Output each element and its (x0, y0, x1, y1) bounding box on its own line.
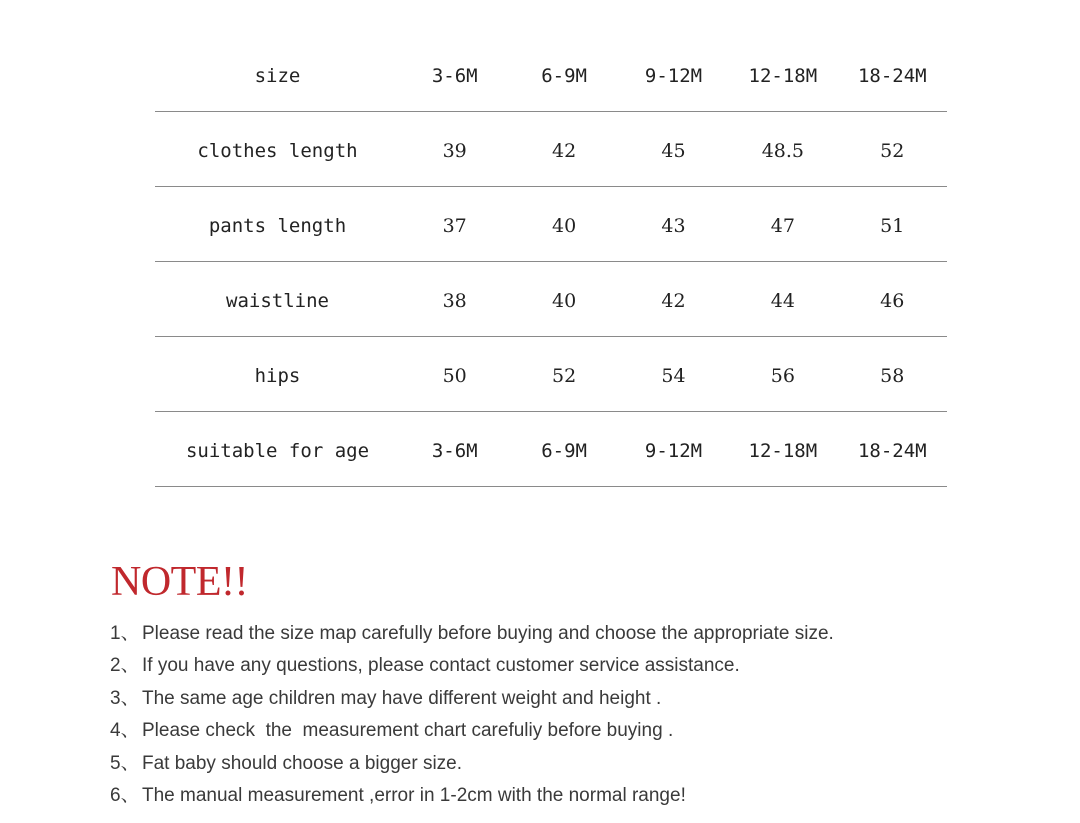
header-size-1: 3-6M (431, 64, 478, 87)
table-cell: 40 (551, 289, 577, 312)
note-text: If you have any questions, please contact customer service assistance. (142, 655, 740, 677)
note-item (110, 651, 834, 683)
note-number: 4、 (110, 720, 140, 742)
note-item (110, 781, 834, 813)
note-number: 3、 (110, 687, 140, 709)
table-cell: 45 (661, 139, 686, 162)
table-cell: 9-12M (644, 439, 703, 462)
table-cell: 48.5 (761, 139, 805, 162)
table-row-suitable-for-age (155, 415, 947, 487)
table-row-pants-length (155, 190, 947, 262)
table-row-waistline (155, 265, 947, 337)
table-cell: 50 (442, 364, 467, 387)
table-cell: 40 (551, 214, 577, 237)
note-list (110, 619, 834, 813)
table-cell: 3-6M (431, 439, 478, 462)
header-label: size (254, 64, 301, 87)
table-row-clothes-length (155, 115, 947, 187)
table-cell: 6-9M (541, 439, 587, 462)
table-cell: 18-24M (857, 439, 927, 462)
note-text: Fat baby should choose a bigger size. (142, 752, 463, 774)
table-cell: 42 (661, 289, 686, 312)
note-item (110, 684, 834, 716)
note-text: The same age children may have different weight and height . (142, 687, 662, 709)
note-text: Please check the measurement chart carefuliy before buying . (142, 720, 674, 742)
note-text: Please read the size map carefully before buying and choose the appropriate size. (142, 623, 834, 644)
table-cell: 38 (442, 289, 467, 312)
header-size-5: 18-24M (857, 64, 927, 87)
header-size-2: 6-9M (541, 64, 587, 87)
note-item (110, 749, 834, 781)
table-cell: 42 (551, 139, 577, 162)
table-cell: 39 (442, 139, 467, 162)
note-number: 2、 (110, 655, 140, 677)
table-cell: 43 (661, 214, 686, 237)
header-size-3: 9-12M (644, 64, 703, 87)
table-row-hips (155, 340, 947, 412)
note-heading: NOTE!! (111, 559, 248, 605)
table-cell: 47 (770, 214, 795, 237)
row-label: waistline (226, 289, 329, 312)
table-cell: 51 (880, 214, 905, 237)
note-number: 6、 (110, 784, 140, 806)
table-cell: 58 (880, 364, 905, 387)
size-chart-table (155, 40, 947, 487)
table-cell: 46 (880, 289, 905, 312)
note-item (110, 716, 834, 748)
table-cell: 44 (770, 289, 795, 312)
table-cell: 12-18M (748, 439, 818, 462)
header-size-4: 12-18M (748, 64, 818, 87)
table-cell: 52 (551, 364, 577, 387)
row-label: suitable for age (185, 439, 370, 462)
row-label: clothes length (197, 139, 358, 162)
table-cell: 52 (880, 139, 905, 162)
note-number: 5、 (110, 752, 140, 774)
note-text: The manual measurement ,error in 1-2cm with the normal range! (142, 784, 686, 806)
row-label: pants length (208, 214, 347, 237)
table-cell: 37 (442, 214, 467, 237)
table-cell: 56 (770, 364, 795, 387)
table-header-row (155, 40, 947, 112)
note-item (110, 619, 834, 651)
row-label: hips (254, 364, 301, 387)
table-cell: 54 (661, 364, 686, 387)
note-number: 1、 (110, 623, 140, 644)
